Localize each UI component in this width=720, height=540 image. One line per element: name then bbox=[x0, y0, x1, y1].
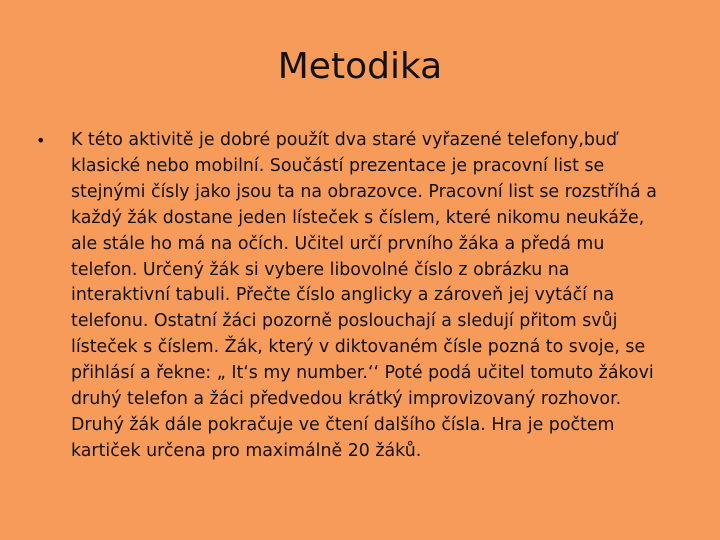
paragraph-line-8: telefonu. Ostatní žáci pozorně poslouchají a sledují přitom svůj bbox=[71, 311, 618, 332]
bullet-icon: • bbox=[36, 131, 46, 150]
paragraph-line-1: K této aktivitě je dobré použít dva staré vyřazené telefony,buď bbox=[71, 130, 618, 150]
paragraph-line-6: telefon. Určený žák si vybere libovolné číslo z obrázku na bbox=[71, 259, 570, 280]
paragraph-line-9: lísteček s číslem. Žák, který v diktovaném čísle pozná to svoje, se bbox=[71, 337, 646, 358]
bullet-paragraph bbox=[36, 128, 684, 465]
paragraph-line-5: ale stále ho má na očích. Učitel určí prvního žáka a předá mu bbox=[71, 233, 605, 254]
paragraph-line-11: druhý telefon a žáci předvedou krátký improvizovaný rozhovor. bbox=[71, 389, 622, 410]
paragraph-line-13: kartiček určena pro maximálně 20 žáků. bbox=[71, 440, 422, 461]
paragraph-line-12: Druhý žák dále pokračuje ve čtení dalšího čísla. Hra je počtem bbox=[71, 414, 615, 435]
slide-content bbox=[36, 128, 684, 465]
paragraph-line-10: přihlásí a řekne: „ It‘s my number.‘‘ Poté podá učitel tomuto žákovi bbox=[71, 363, 654, 384]
paragraph-line-4: každý žák dostane jeden lísteček s číslem, které nikomu neukáže, bbox=[71, 207, 645, 228]
slide-title: Metodika bbox=[277, 46, 443, 87]
paragraph-line-3: stejnými čísly jako jsou ta na obrazovce. Pracovní list se rozstříhá a bbox=[71, 181, 657, 202]
paragraph-line-2: klasické nebo mobilní. Součástí prezentace je pracovní list se bbox=[71, 155, 605, 176]
paragraph-line-7: interaktivní tabuli. Přečte číslo anglicky a zároveň jej vytáčí na bbox=[71, 285, 615, 306]
